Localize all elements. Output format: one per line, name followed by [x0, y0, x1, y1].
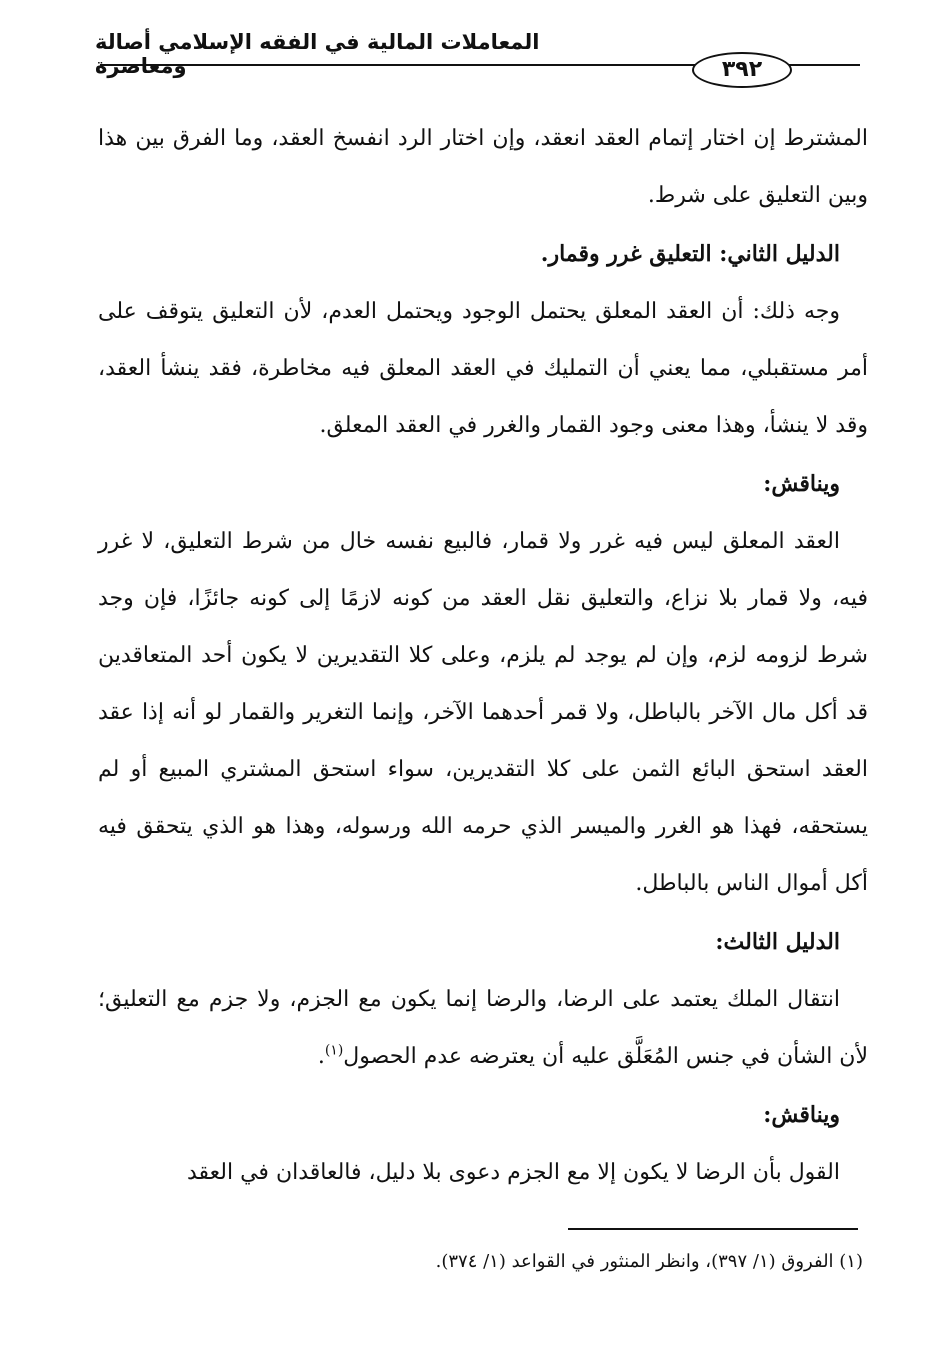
footnote-ref[interactable]: (١)	[324, 1042, 344, 1059]
page-number: ٣٩٢	[692, 52, 792, 88]
footnote-rule	[568, 1228, 858, 1230]
paragraph-2: وجه ذلك: أن العقد المعلق يحتمل الوجود ويحتمل العدم، لأن التعليق يتوقف على أمر مستقبلي، مما يعني أن التمليك في العقد المعلق فيه مخاطرة، فقد ينشأ العقد، وقد لا ينشأ، وهذا معنى وجود القمار والغرر في العقد المعلق.	[98, 299, 868, 438]
heading-third-evidence: الدليل الثالث:	[715, 929, 840, 955]
main-text	[98, 110, 868, 1201]
running-header: المعاملات المالية في الفقه الإسلامي أصالة ومعاصرة	[95, 30, 540, 78]
paragraph-4	[98, 971, 868, 1085]
paragraph-3: العقد المعلق ليس فيه غرر ولا قمار، فالبيع نفسه خال من شرط التعليق، لا غرر فيه، ولا قمار بلا نزاع، والتعليق نقل العقد من كونه لازمًا إلى كونه جائزًا، فإن وجد شرط لزومه لزم، وإن لم يوجد لم يلزم، وعلى كلا التقديرين لا يكون أحد المتعاقدين قد أكل مال الآخر بالباطل، ولا قمر أحدهما الآخر، وإنما التغرير والقمار لو أنه إذا عقد العقد استحق البائع الثمن على كلا التقديرين، سواء استحق المشتري المبيع أو لم يستحقه، فهذا هو الغرر والميسر الذي حرمه الله ورسوله، وهذا هو الذي يتحقق فيه أكل أموال الناس بالباطل.	[98, 529, 868, 896]
paragraph-5: القول بأن الرضا لا يكون إلا مع الجزم دعوى بلا دليل، فالعاقدان في العقد	[187, 1160, 840, 1185]
paragraph-4-end: .	[317, 1044, 325, 1069]
heading-discussion-1: ويناقش:	[763, 471, 840, 497]
paragraph-1: المشترط إن اختار إتمام العقد انعقد، وإن اختار الرد انفسخ العقد، وما الفرق بين هذا وبين التعليق على شرط.	[98, 126, 868, 208]
paragraph-4-text: انتقال الملك يعتمد على الرضا، والرضا إنما يكون مع الجزم، ولا جزم مع التعليق؛ لأن الشأن في جنس المُعَلَّق عليه أن يعترضه عدم الحصول	[98, 987, 868, 1069]
footnote-1: (١) الفروق (١/ ٣٩٧)، وانظر المنثور في القواعد (١/ ٣٧٤).	[435, 1251, 863, 1272]
heading-second-evidence: الدليل الثاني: التعليق غرر وقمار.	[540, 241, 840, 267]
heading-discussion-2: ويناقش:	[763, 1102, 840, 1128]
